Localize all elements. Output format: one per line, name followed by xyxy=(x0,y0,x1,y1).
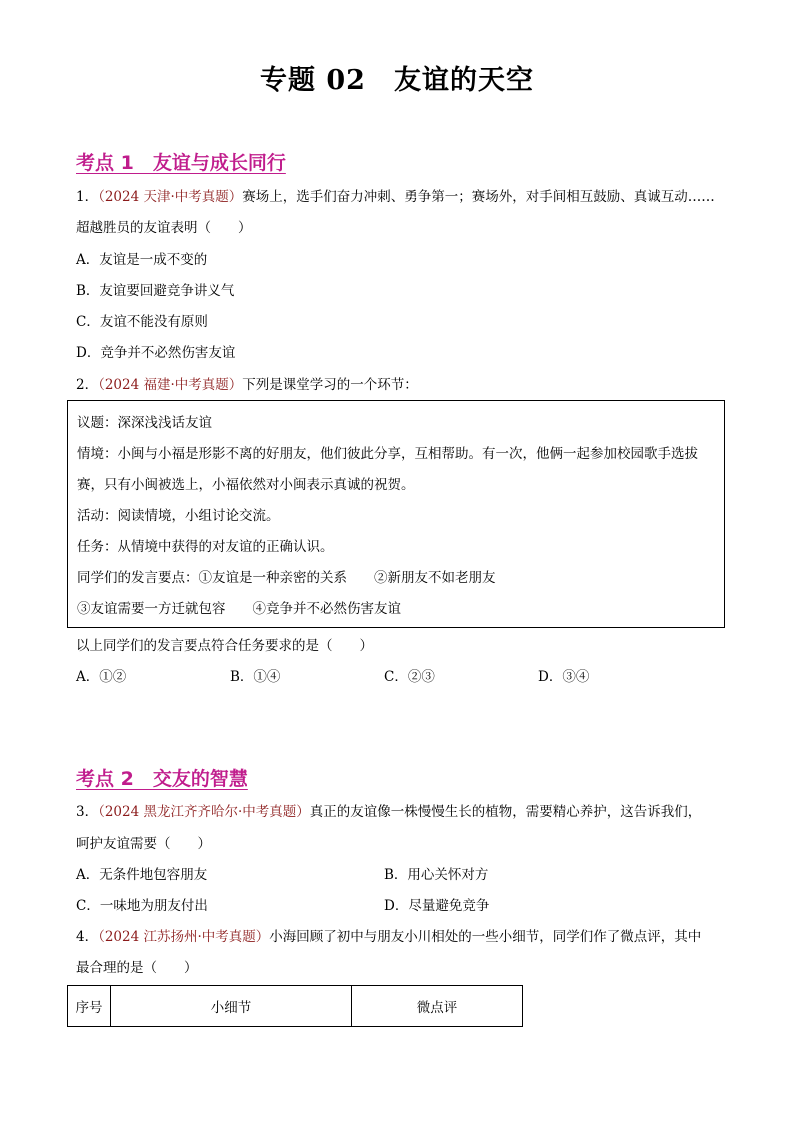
question-3-stem xyxy=(76,803,701,821)
scenario-line: 情境：小闽与小福是形影不离的好朋友，他们彼此分享，互相帮助。有一次，他俩一起参加校园歌手选拔 xyxy=(77,446,698,462)
scenario-line: 议题：深深浅浅话友谊 xyxy=(77,415,212,431)
details-table xyxy=(67,985,523,1027)
page-title: 专题 02 友谊的天空 xyxy=(260,65,534,96)
scenario-line: 同学们的发言要点：①友谊是一种亲密的关系 ②新朋友不如老朋友 xyxy=(77,570,496,586)
q2-option-a: A．①② xyxy=(76,669,127,685)
question-number: 3． xyxy=(76,804,99,820)
question-2-stem xyxy=(76,376,418,394)
question-4-stem xyxy=(76,928,701,946)
q3-option-b: B．用心关怀对方 xyxy=(384,867,489,883)
scenario-line: 活动：阅读情境，小组讨论交流。 xyxy=(77,508,280,524)
question-text: 小海回顾了初中与朋友小川相处的一些小细节，同学们作了微点评，其中 xyxy=(269,929,702,945)
q1-option-a: A．友谊是一成不变的 xyxy=(76,252,208,268)
q3-option-d: D．尽量避免竞争 xyxy=(384,898,490,914)
q1-option-d: D．竞争并不必然伤害友谊 xyxy=(76,345,236,361)
question-source: （2024 福建·中考真题） xyxy=(98,377,243,393)
question-number: 4． xyxy=(76,929,99,945)
column-header-comment: 微点评 xyxy=(352,986,523,1027)
question-1-stem xyxy=(76,188,715,206)
question-4-stem-cont: 最合理的是（ ） xyxy=(76,960,198,976)
q1-option-b: B．友谊要回避竞争讲义气 xyxy=(76,283,235,299)
q2-option-b: B．①④ xyxy=(230,669,281,685)
column-header-number: 序号 xyxy=(68,986,111,1027)
question-source: （2024 黑龙江齐齐哈尔·中考真题） xyxy=(98,804,310,820)
question-3-stem-cont: 呵护友谊需要（ ） xyxy=(76,836,211,852)
section-heading-2: 考点 2 交友的智慧 xyxy=(76,768,248,790)
scenario-line: ③友谊需要一方迁就包容 ④竞争并不必然伤害友谊 xyxy=(77,601,401,617)
q3-option-c: C．一味地为朋友付出 xyxy=(76,898,208,914)
scenario-line: 赛，只有小闽被选上，小福依然对小闽表示真诚的祝贺。 xyxy=(77,477,415,493)
scenario-line: 任务：从情境中获得的对友谊的正确认识。 xyxy=(77,539,334,555)
question-number: 1． xyxy=(76,189,99,205)
column-header-detail: 小细节 xyxy=(111,986,352,1027)
table-header-row xyxy=(68,986,523,1027)
question-text: 赛场上，选手们奋力冲刺、勇争第一；赛场外，对手间相互鼓励、真诚互动…… xyxy=(242,189,715,205)
question-number: 2． xyxy=(76,377,99,393)
q3-option-a: A．无条件地包容朋友 xyxy=(76,867,208,883)
question-1-stem-cont: 超越胜员的友谊表明（ ） xyxy=(76,220,252,236)
scenario-box xyxy=(67,400,725,628)
question-text: 真正的友谊像一株慢慢生长的植物，需要精心养护，这告诉我们， xyxy=(309,804,702,820)
section-heading-1: 考点 1 友谊与成长同行 xyxy=(76,152,286,174)
q2-option-c: C．②③ xyxy=(384,669,435,685)
q2-option-d: D．③④ xyxy=(538,669,590,685)
question-text: 下列是课堂学习的一个环节： xyxy=(242,377,418,393)
question-source: （2024 天津·中考真题） xyxy=(98,189,243,205)
question-2-prompt: 以上同学们的发言要点符合任务要求的是（ ） xyxy=(76,638,373,654)
q1-option-c: C．友谊不能没有原则 xyxy=(76,314,208,330)
question-source: （2024 江苏扬州·中考真题） xyxy=(98,929,270,945)
